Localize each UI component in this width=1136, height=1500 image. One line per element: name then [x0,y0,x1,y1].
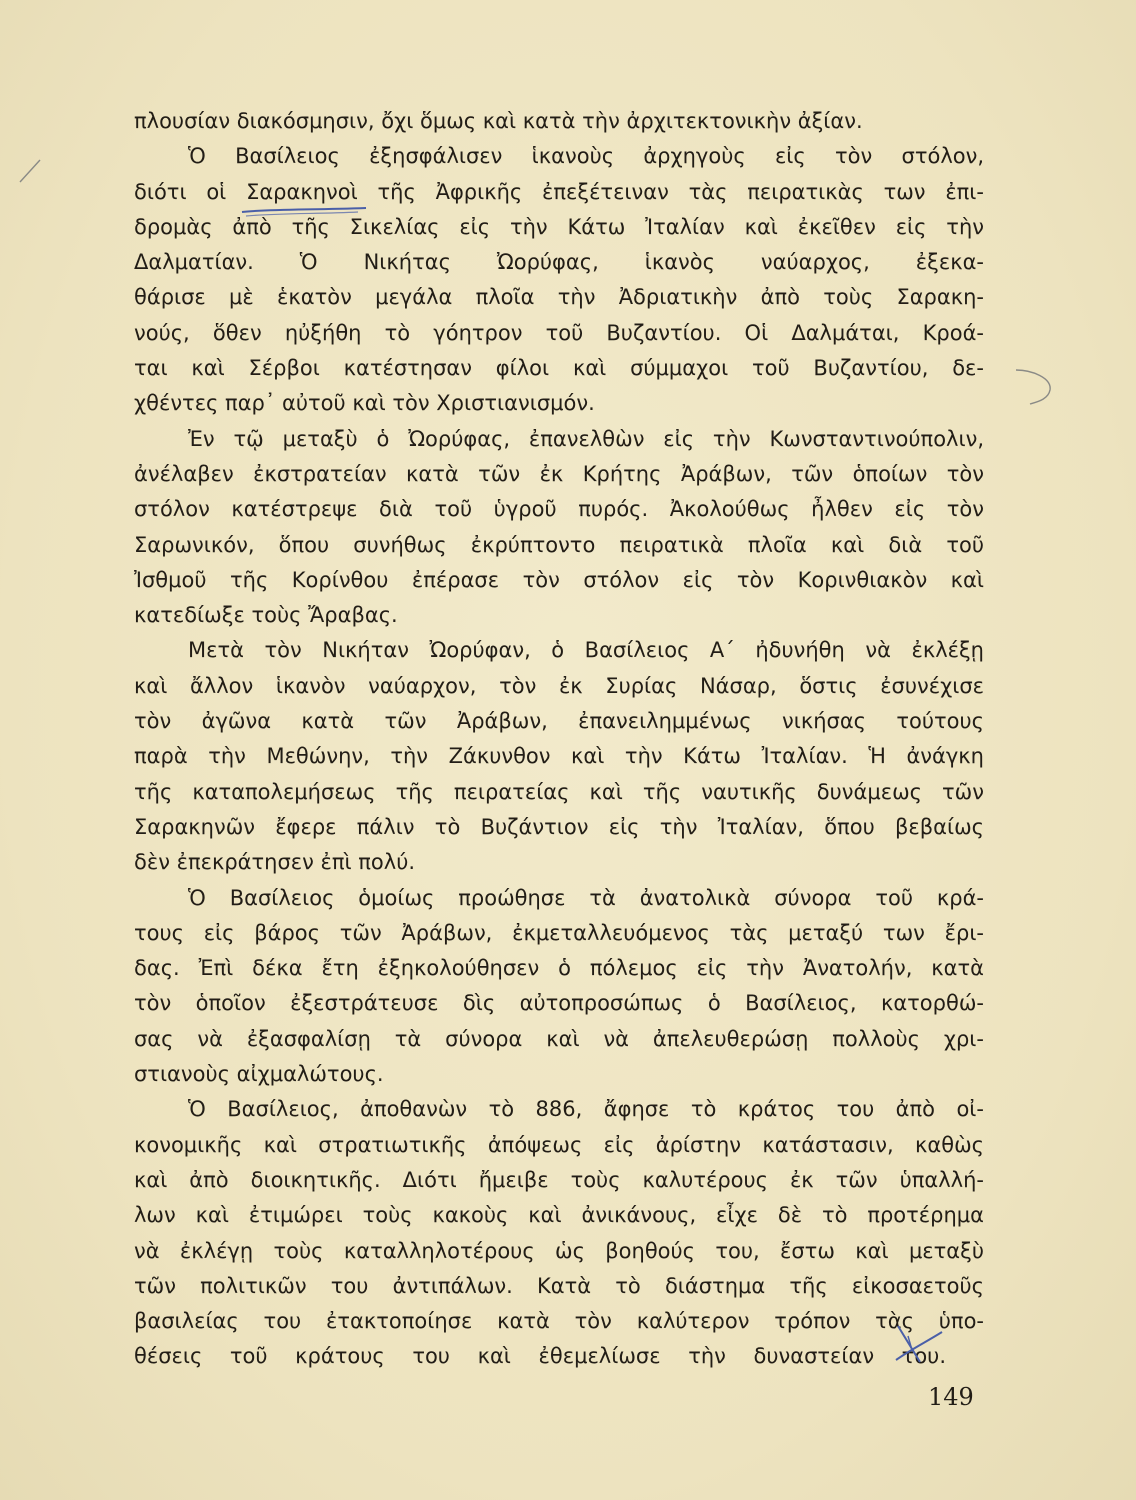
text-line: κονομικῆς καὶ στρατιωτικῆς ἀπόψεως εἰς ἀρίστην κατάστασιν, καθὼς [134,1132,984,1157]
text-line: βασιλείας του ἐτακτοποίησε κατὰ τὸν καλύτερον τρόπον τὰς ὑπο- [134,1309,984,1334]
text-line: Ὁ Βασίλειος ἐξησφάλισεν ἱκανοὺς ἀρχηγοὺς εἰς τὸν στόλον, [188,144,984,169]
text-line: στόλον κατέστρεψε διὰ τοῦ ὑγροῦ πυρός. Ἀκολούθως ἦλθεν εἰς τὸν [134,497,984,522]
pencil-curve-mark [1012,364,1060,410]
text-line: σας νὰ ἐξασφαλίσῃ τὰ σύνορα καὶ νὰ ἀπελευθερώσῃ πολλοὺς χρι- [134,1026,984,1051]
pencil-tick-mark [16,156,46,186]
text-line: Σαρακηνῶν ἔφερε πάλιν τὸ Βυζάντιον εἰς τὴν Ἰταλίαν, ὅπου βεβαίως [134,814,984,839]
text-line: διότι οἱ Σαρακηνοὶ τῆς Ἀφρικῆς ἐπεξέτειναν τὰς πειρατικὰς των ἐπι- [134,179,984,204]
text-line: νούς, ὅθεν ηὐξήθη τὸ γόητρον τοῦ Βυζαντίου. Οἱ Δαλμάται, Κροά- [134,320,984,345]
text-line: θέσεις τοῦ κράτους του καὶ ἐθεμελίωσε τὴν δυναστείαν του. [134,1344,946,1369]
text-line: νὰ ἐκλέγῃ τοὺς καταλληλοτέρους ὡς βοηθούς του, ἔστω καὶ μεταξὺ [134,1238,984,1263]
text-line: κατεδίωξε τοὺς Ἄραβας. [134,603,398,628]
page-number: 149 [928,1383,974,1411]
pencil-cross-mark [890,1320,946,1368]
text-line: στιανοὺς αἰχμαλώτους. [134,1062,384,1087]
text-line: δρομὰς ἀπὸ τῆς Σικελίας εἰς τὴν Κάτω Ἰταλίαν καὶ ἐκεῖθεν εἰς τὴν [134,214,984,239]
text-line: τῶν πολιτικῶν του ἀντιπάλων. Κατὰ τὸ διάστημα τῆς εἰκοσαετοῦς [134,1273,984,1298]
body-text [134,104,984,1375]
text-line: καὶ ἄλλον ἱκανὸν ναύαρχον, τὸν ἐκ Συρίας Νάσαρ, ὅστις ἐσυνέχισε [134,673,984,698]
text-line: τῆς καταπολεμήσεως τῆς πειρατείας καὶ τῆς ναυτικῆς δυνάμεως τῶν [134,779,984,804]
text-line: Δαλματίαν. Ὁ Νικήτας Ὠορύφας, ἱκανὸς ναύαρχος, ἐξεκα- [134,250,984,275]
text-line: χθέντες παρ᾽ αὐτοῦ καὶ τὸν Χριστιανισμόν. [134,391,595,416]
pencil-underline-mark [240,200,370,220]
text-line: Ὁ Βασίλειος ὁμοίως προώθησε τὰ ἀνατολικὰ σύνορα τοῦ κρά- [188,885,984,910]
text-line: λων καὶ ἐτιμώρει τοὺς κακοὺς καὶ ἀνικάνους, εἶχε δὲ τὸ προτέρημα [134,1203,984,1228]
text-line: θάρισε μὲ ἑκατὸν μεγάλα πλοῖα τὴν Ἀδριατικὴν ἀπὸ τοὺς Σαρακη- [134,285,984,310]
text-line: Ἐν τῷ μεταξὺ ὁ Ὠορύφας, ἐπανελθὼν εἰς τὴν Κωνσταντινούπολιν, [188,426,984,451]
text-line: δὲν ἐπεκράτησεν ἐπὶ πολύ. [134,850,416,875]
text-line: τους εἰς βάρος τῶν Ἀράβων, ἐκμεταλλευόμενος τὰς μεταξύ των ἔρι- [134,920,984,945]
text-line: Ἰσθμοῦ τῆς Κορίνθου ἐπέρασε τὸν στόλον εἰς τὸν Κορινθιακὸν καὶ [134,567,984,592]
text-line: Μετὰ τὸν Νικήταν Ὠορύφαν, ὁ Βασίλειος Α΄ ἠδυνήθη νὰ ἐκλέξῃ [188,638,984,663]
text-line: δας. Ἐπὶ δέκα ἔτη ἐξηκολούθησεν ὁ πόλεμος εἰς τὴν Ἀνατολήν, κατὰ [134,956,984,981]
text-line: τὸν ὁποῖον ἐξεστράτευσε δὶς αὐτοπροσώπως ὁ Βασίλειος, κατορθώ- [134,991,984,1016]
text-line: ται καὶ Σέρβοι κατέστησαν φίλοι καὶ σύμμαχοι τοῦ Βυζαντίου, δε- [134,356,984,381]
text-line: ἀνέλαβεν ἐκστρατείαν κατὰ τῶν ἐκ Κρήτης Ἀράβων, τῶν ὁποίων τὸν [134,461,984,486]
text-line: τὸν ἀγῶνα κατὰ τῶν Ἀράβων, ἐπανειλημμένως νικήσας τούτους [134,709,984,734]
text-line: Σαρωνικόν, ὅπου συνήθως ἐκρύπτοντο πειρατικὰ πλοῖα καὶ διὰ τοῦ [134,532,984,557]
text-line: πλουσίαν διακόσμησιν, ὄχι ὅμως καὶ κατὰ τὴν ἀρχιτεκτονικὴν ἀξίαν. [134,109,863,133]
text-line: παρὰ τὴν Μεθώνην, τὴν Ζάκυνθον καὶ τὴν Κάτω Ἰταλίαν. Ἡ ἀνάγκη [134,744,984,769]
text-line: Ὁ Βασίλειος, ἀποθανὼν τὸ 886, ἄφησε τὸ κράτος του ἀπὸ οἰ- [188,1097,984,1122]
text-line: καὶ ἀπὸ διοικητικῆς. Διότι ἤμειβε τοὺς καλυτέρους ἐκ τῶν ὑπαλλή- [134,1167,984,1192]
